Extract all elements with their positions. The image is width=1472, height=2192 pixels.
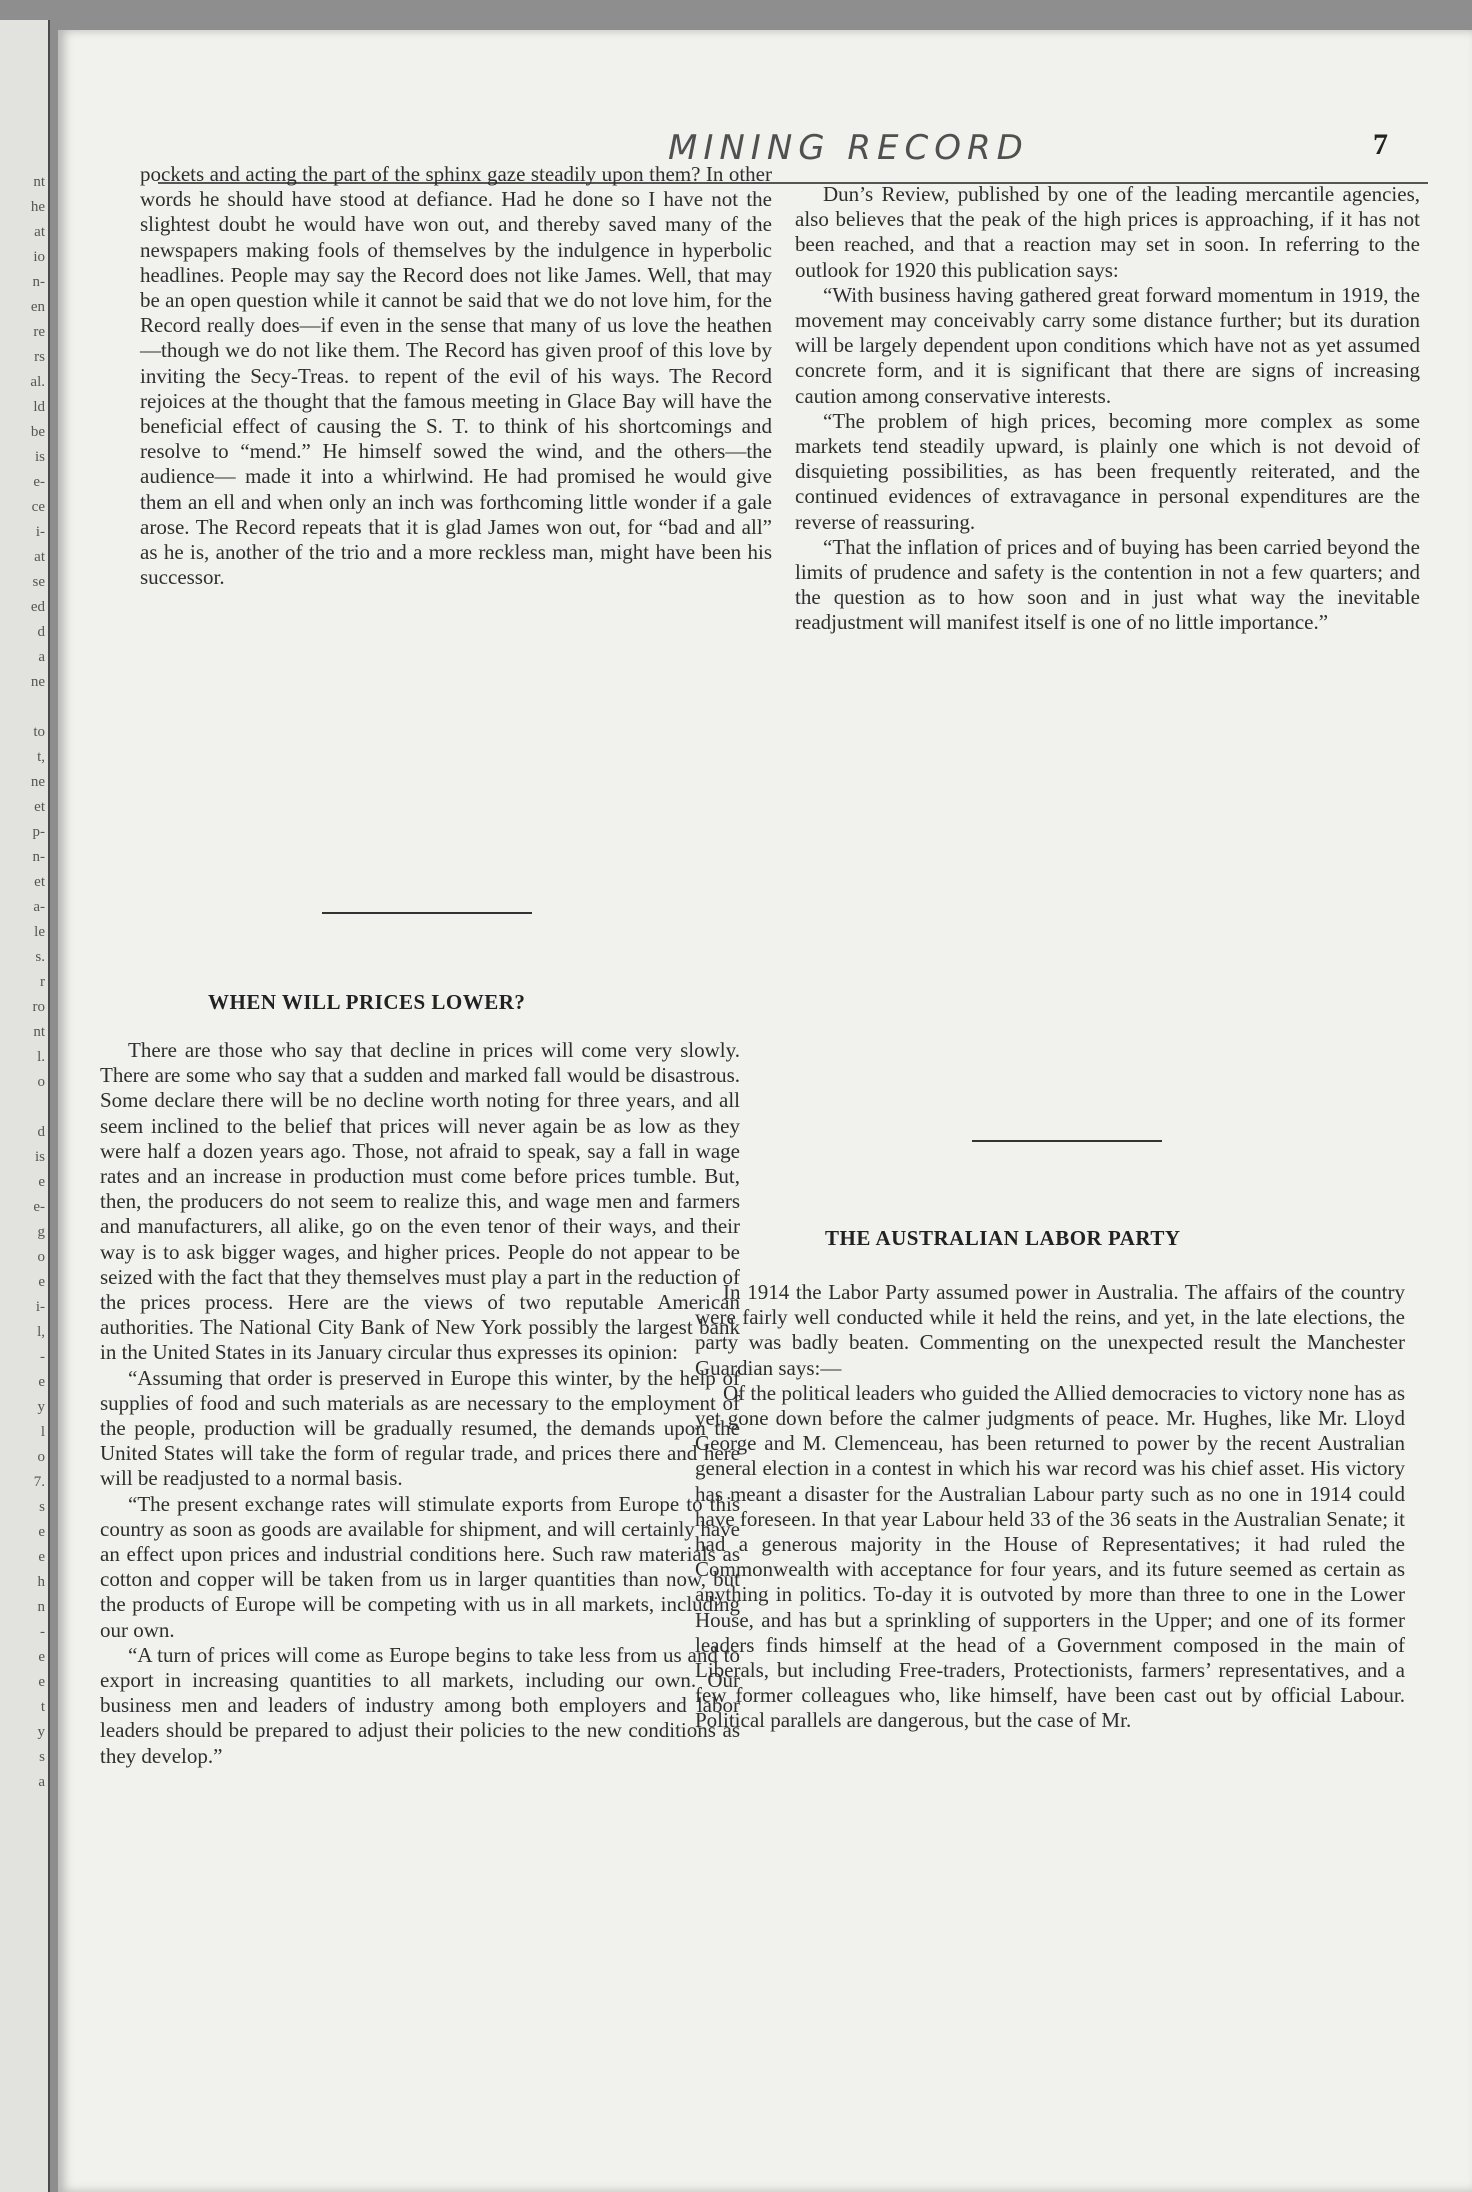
edge-fragment: ne xyxy=(30,674,45,690)
paragraph: “A turn of prices will come as Europe begins to take less from us and to export in increasing quantities to all markets, including our own. Our business men and leaders of industry among both employers and labor leaders should be prepared to adjust their policies to the new conditions as they develop.” xyxy=(100,1642,740,1768)
prices-article-col1 xyxy=(100,1038,740,1768)
edge-fragment: g xyxy=(37,1224,45,1240)
masthead: MINING RECORD xyxy=(668,128,1029,168)
labor-article-title: THE AUSTRALIAN LABOR PARTY xyxy=(825,1226,1181,1250)
edge-fragment: t, xyxy=(37,749,45,765)
edge-fragment: at xyxy=(34,224,45,240)
edge-fragment: et xyxy=(34,799,45,815)
edge-fragment: y xyxy=(37,1399,45,1415)
edge-fragment: re xyxy=(33,324,45,340)
edge-fragment: o xyxy=(37,1249,45,1265)
edge-fragment: s. xyxy=(35,949,45,965)
edge-fragment: al. xyxy=(30,374,45,390)
paragraph: Of the political leaders who guided the Allied democracies to victory none has as yet gone down before the calmer judgments of peace. Mr. Hughes, like Mr. Lloyd George and M. Clemenceau, has been returned to power by the recent Australian general election in a contest in which his war record was his chief asset. His victory has meant a disaster for the Australian Labour party such as no one in 1914 could have foreseen. In that year Labour held 33 of the 36 seats in the Australian Senate; it had a generous majority in the House of Representatives; it had ruled the Commonwealth with acceptance for four years, and its future seemed as certain as anything in politics. To-day it is outvoted by more than three to one in the Lower House, and has but a sprinkling of supporters in the Upper; and one of its former leaders finds himself at the head of a Government composed in the main of Liberals, but including Free-traders, Protectionists, farmers’ representatives, and a few former colleagues who, like himself, have been cast out by official Labour. Political parallels are dangerous, but the case of Mr. xyxy=(695,1380,1405,1733)
continuation-paragraph: pockets and acting the part of the sphinx gaze steadily upon them? In other words he should have stood at defiance. Had he done so I have not the slightest doubt he would have won out, and thereby saved many of the newspapers making fools of themselves by the indulgence in hyperbolic headlines. People may say the Record does not like James. Well, that may be an open question while it cannot be said that we do not love him, for the Record really does—if even in the sense that many of us love the heathen—though we do not like them. The Record has given proof of this love by inviting the Secy-Treas. to repent of the evil of his ways. The Record rejoices at the thought that the famous meeting in Glace Bay will have the beneficial effect of causing the S. T. to think of his shortcomings and resolve to “mend.” He himself sowed the wind, and the others—the audience— made it into a whirlwind. He had promised he would give them an ell and when only an inch was forthcoming little wonder if a gale arose. The Record repeats that it is glad James won out, for “bad and all” as he is, another of the trio and a more reckless man, might have been his successor. xyxy=(140,162,772,590)
edge-fragment: ld xyxy=(33,399,45,415)
edge-fragment: rs xyxy=(34,349,45,365)
edge-fragment: se xyxy=(32,574,45,590)
edge-fragment: at xyxy=(34,549,45,565)
paragraph: Dun’s Review, published by one of the leading mercantile agencies, also believes that the peak of the high prices is approaching, if it has not been reached, and that a reaction may set in soon. In referring to the outlook for 1920 this publication says: xyxy=(795,182,1420,282)
edge-fragment: be xyxy=(30,424,45,440)
edge-fragment: ed xyxy=(30,599,45,615)
prices-article-title: WHEN WILL PRICES LOWER? xyxy=(208,990,526,1014)
edge-fragment: s xyxy=(39,1499,45,1515)
edge-fragment: h xyxy=(37,1574,45,1590)
edge-fragment: e xyxy=(38,1374,45,1390)
edge-fragment: - xyxy=(40,1349,45,1365)
paragraph: There are those who say that decline in prices will come very slowly. There are some who say that a sudden and marked fall would be disastrous. Some declare there will be no decline worth noting for three years, and all seem inclined to the belief that prices will never again be as low as they were half a dozen years ago. Those, not afraid to speak, say a fall in wage rates and an increase in production must come before prices tumble. But, then, the producers do not seem to realize this, and wage men and farmers and manufacturers, all alike, go on the even tenor of their ways, and their way is to ask bigger wages, and higher prices. People do not appear to be seized with the fact that they themselves must play a part in the reduction of the prices process. Here are the views of two reputable American authorities. The National City Bank of New York possibly the largest bank in the United States in its January circular thus expresses its opinion: xyxy=(100,1038,740,1365)
edge-fragment: a xyxy=(38,649,45,665)
edge-fragment: d xyxy=(37,624,45,640)
edge-fragment: nt xyxy=(33,174,45,190)
edge-fragment xyxy=(0,1095,48,1120)
edge-fragment: e xyxy=(38,1524,45,1540)
edge-fragment: - xyxy=(40,1624,45,1640)
paragraph: “With business having gathered great forward momentum in 1919, the movement may conceivably carry some distance further; but its duration will be largely dependent upon conditions which have not as yet assumed concrete form, and it is significant that there are signs of increasing caution among conservative interests. xyxy=(795,282,1420,408)
edge-fragment: i- xyxy=(35,1299,45,1315)
paragraph: “The present exchange rates will stimulate exports from Europe to this country as soon as goods are available for shipment, and will certainly have an effect upon prices and industrial conditions here. Such raw materials as cotton and copper will be taken from us in larger quantities than now, but the products of Europe will be competing with us in all markets, including our own. xyxy=(100,1491,740,1642)
page-number: 7 xyxy=(1373,128,1388,161)
edge-fragment: e xyxy=(38,1274,45,1290)
edge-fragment: is xyxy=(34,1149,45,1165)
edge-fragment: he xyxy=(30,199,45,215)
paragraph: “That the inflation of prices and of buying has been carried beyond the limits of prudence and safety is the contention in not a few quarters; and the question as to how soon and in just what way the inevitable readjustment will manifest itself is one of no little importance.” xyxy=(795,534,1420,635)
article-continuation xyxy=(140,162,772,590)
edge-fragment: en xyxy=(30,299,45,315)
edge-fragment: ce xyxy=(31,499,45,515)
edge-fragment: t xyxy=(40,1699,45,1715)
edge-fragment: le xyxy=(34,924,45,940)
labor-article-body xyxy=(695,1280,1405,1734)
edge-fragment: i- xyxy=(35,524,45,540)
edge-fragment xyxy=(0,695,48,720)
edge-fragment: a xyxy=(38,1774,45,1790)
edge-fragment: a- xyxy=(33,899,45,915)
edge-fragment: e- xyxy=(33,474,45,490)
edge-fragment: e xyxy=(38,1649,45,1665)
edge-fragment: ro xyxy=(32,999,45,1015)
prices-article-col2 xyxy=(795,182,1420,636)
edge-fragment: n- xyxy=(32,274,45,290)
edge-fragment: io xyxy=(33,249,45,265)
edge-fragment: o xyxy=(37,1074,45,1090)
paragraph: “The problem of high prices, becoming more complex as some markets tend steadily upward, is plainly one which is not devoid of disquieting possibilities, as has been frequently reiterated, and the continued evidences of extravagance in personal expenditures are the reverse of reassuring. xyxy=(795,408,1420,534)
edge-fragment: ne xyxy=(30,774,45,790)
edge-fragment: r xyxy=(40,974,45,990)
edge-fragment: e xyxy=(38,1549,45,1565)
edge-fragment: s xyxy=(39,1749,45,1765)
edge-fragment: e xyxy=(38,1174,45,1190)
edge-fragment: l. xyxy=(37,1049,45,1065)
edge-fragment: to xyxy=(33,724,45,740)
adjacent-page-edge xyxy=(0,20,50,2192)
edge-fragment: l, xyxy=(37,1324,45,1340)
edge-fragment: l xyxy=(40,1424,45,1440)
edge-fragment: e xyxy=(38,1674,45,1690)
paragraph: In 1914 the Labor Party assumed power in Australia. The affairs of the country were fairly well conducted while it held the reins, and yet, in the late elections, the party was badly beaten. Commenting on the unexpected result the Manchester Guardian says:— xyxy=(695,1280,1405,1380)
edge-fragment: n xyxy=(37,1599,45,1615)
edge-fragment: d xyxy=(37,1124,45,1140)
edge-fragment: e- xyxy=(33,1199,45,1215)
edge-fragment: 7. xyxy=(33,1474,45,1490)
magazine-page xyxy=(58,30,1472,2192)
section-divider xyxy=(972,1140,1162,1142)
edge-fragment: p- xyxy=(32,824,45,840)
edge-fragment: nt xyxy=(33,1024,45,1040)
edge-fragment: et xyxy=(34,874,45,890)
edge-fragment: is xyxy=(34,449,45,465)
paragraph: “Assuming that order is preserved in Europe this winter, by the help of supplies of food and such materials as are necessary to the employment of the people, production will be gradually resumed, the demands upon the United States will take the form of regular trade, and prices there and here will be readjusted to a normal basis. xyxy=(100,1365,740,1491)
edge-fragment: o xyxy=(37,1449,45,1465)
edge-fragment: n- xyxy=(32,849,45,865)
section-divider xyxy=(322,912,532,914)
edge-fragment: y xyxy=(37,1724,45,1740)
